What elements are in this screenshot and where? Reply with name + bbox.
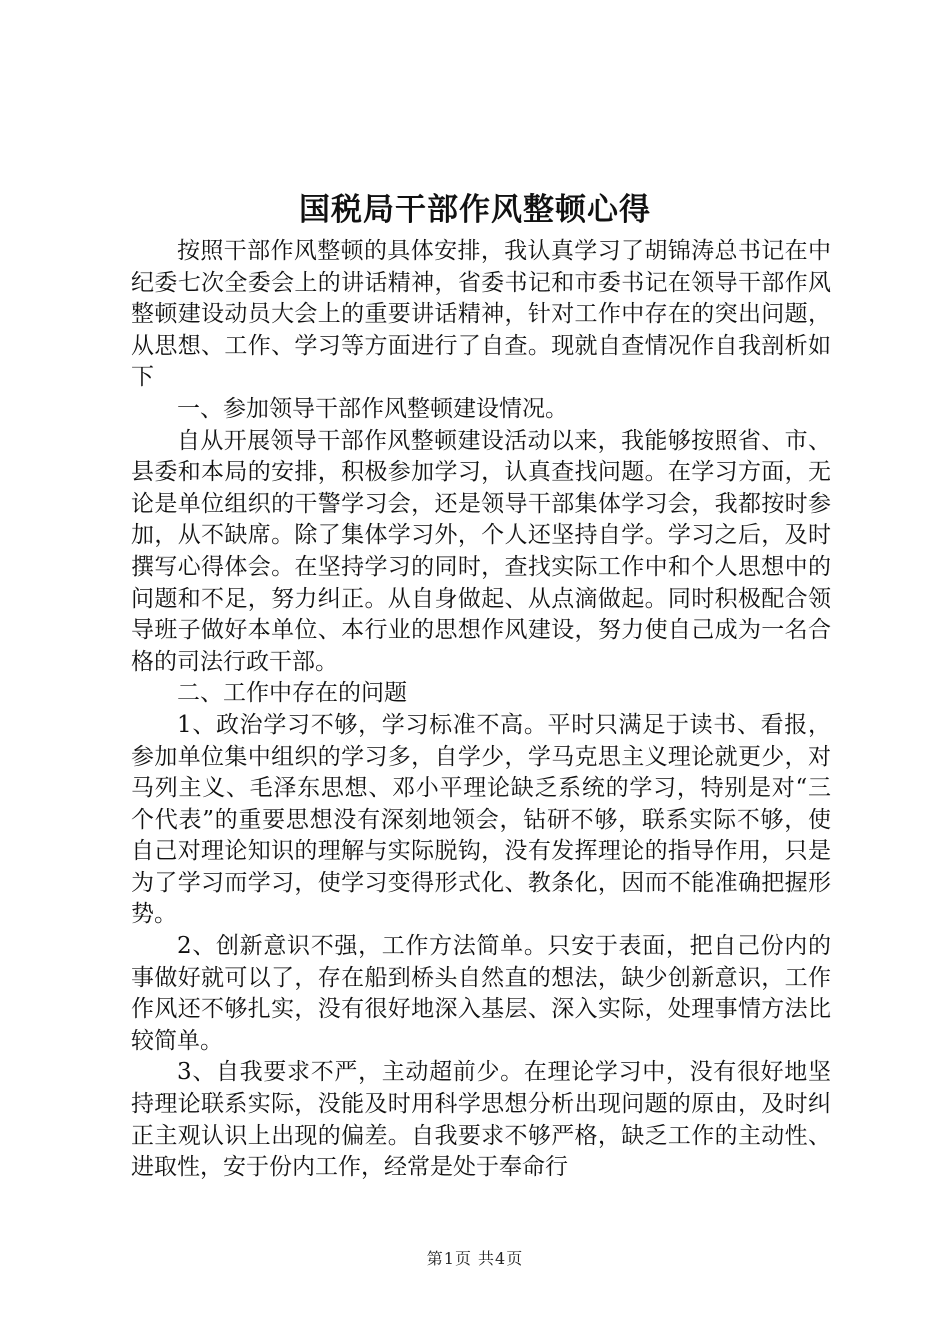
document-body bbox=[131, 236, 831, 1184]
paragraph-intro: 按照干部作风整顿的具体安排，我认真学习了胡锦涛总书记在中纪委七次全委会上的讲话精神，省委书记和市委书记在领导干部作风整顿建设动员大会上的重要讲话精神，针对工作中存在的突出问题，从思想、工作、学习等方面进行了自查。现就自查情况作自我剖析如下 bbox=[131, 238, 831, 391]
paragraph-participation: 自从开展领导干部作风整顿建设活动以来，我能够按照省、市、县委和本局的安排，积极参加学习，认真查找问题。在学习方面，无论是单位组织的干警学习会，还是领导干部集体学习会，我都按时参加，从不缺席。除了集体学习外，个人还坚持自学。学习之后，及时撰写心得体会。在坚持学习的同时，查找实际工作中和个人思想中的问题和不足，努力纠正。从自身做起、从点滴做起。同时积极配合领导班子做好本单位、本行业的思想作风建设，努力使自己成为一名合格的司法行政干部。 bbox=[131, 427, 831, 675]
section-heading-2: 二、工作中存在的问题 bbox=[177, 680, 407, 707]
paragraph-problem-2: 2、创新意识不强，工作方法简单。只安于表面，把自己份内的事做好就可以了，存在船到桥头自然直的想法，缺少创新意识，工作作风还不够扎实，没有很好地深入基层、深入实际，处理事情方法比较简单。 bbox=[131, 933, 831, 1054]
paragraph-problem-1: 1、政治学习不够，学习标准不高。平时只满足于读书、看报，参加单位集中组织的学习多，自学少，学马克思主义理论就更少，对马列主义、毛泽东思想、邓小平理论缺乏系统的学习，特别是对“三个代表”的重要思想没有深刻地领会，钻研不够，联系实际不够，使自己对理论知识的理解与实际脱钩，没有发挥理论的指导作用，只是为了学习而学习，使学习变得形式化、教条化，因而不能准确把握形势。 bbox=[131, 711, 831, 928]
section-heading-1: 一、参加领导干部作风整顿建设情况。 bbox=[177, 395, 568, 422]
document-title: 国税局干部作风整顿心得 bbox=[299, 192, 651, 228]
paragraph-problem-3: 3、自我要求不严，主动超前少。在理论学习中，没有很好地坚持理论联系实际，没能及时用科学思想分析出现问题的原由，及时纠正主观认识上出现的偏差。自我要求不够严格，缺乏工作的主动性、进取性，安于份内工作，经常是处于奉命行 bbox=[131, 1059, 831, 1181]
page-number-footer: 第1页 共4页 bbox=[426, 1249, 524, 1268]
